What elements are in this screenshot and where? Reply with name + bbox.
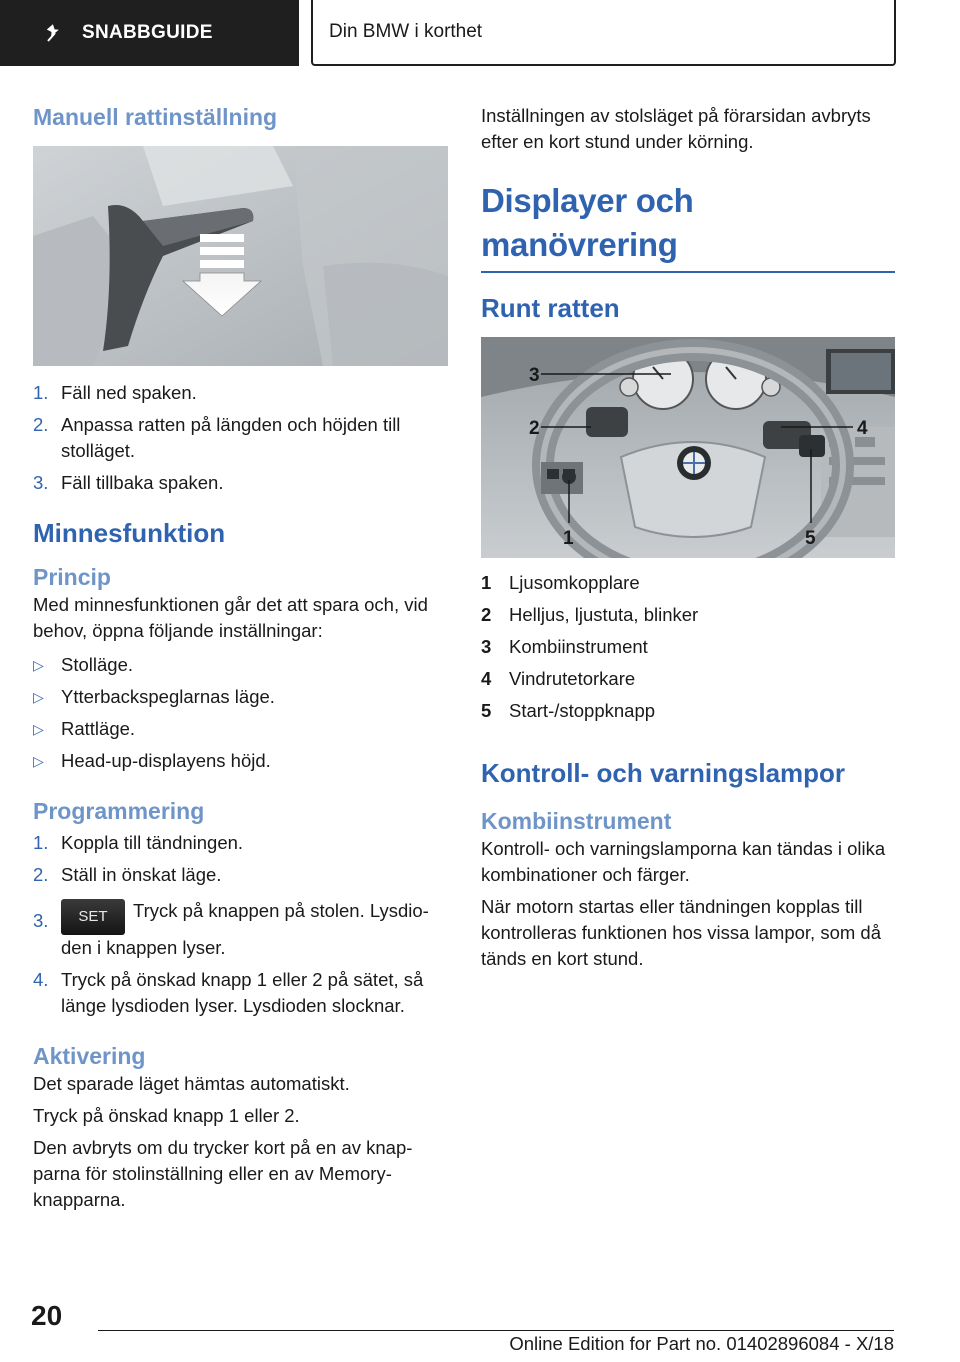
programming-step: 2. Ställ in önskat läge. [33, 864, 222, 885]
manual-step: 2. Anpassa ratten på längden och höjden till stolläget. [33, 414, 401, 461]
set-button-icon: SET [61, 899, 125, 935]
manual-adjust-heading: Manuell rattinställning [33, 104, 278, 130]
right-column [481, 96, 895, 972]
section-tab-label: SNABBGUIDE [82, 22, 213, 43]
display-heading: Displayer och manövrering [481, 179, 895, 273]
programming-step: 1. Koppla till tändningen. [33, 832, 244, 853]
chapter-title-box [311, 0, 896, 66]
principle-heading: Princip [33, 564, 111, 590]
legend-item: 2 Helljus, ljustuta, blinker [481, 604, 699, 625]
programming-step: 4. Tryck på önskad knapp 1 eller 2 på sätet, så länge lysdioden lyser. Lysdioden slocknar. [33, 969, 424, 1016]
steering-lever-illustration [33, 146, 448, 366]
chapter-title: Din BMW i korthet [329, 21, 483, 42]
principle-text: Med minnesfunktionen går det att spara och, vid behov, öppna följande inställningar: [33, 594, 428, 641]
legend-item: 4 Vindrutetorkare [481, 668, 636, 689]
steering-wheel-illustration [481, 337, 895, 558]
principle-bullet: ▷ Rattläge. [33, 718, 136, 739]
intro-text: Inställningen av stolsläget på förarsidan avbryts efter en kort stund under körning. [481, 105, 871, 152]
callout-3: 3 [529, 365, 540, 386]
activation-heading: Aktivering [33, 1043, 146, 1069]
instrument-paragraph: När motorn startas eller tändningen kopplas till kontrolleras funktionen hos vissa lampor, som då tänds en kort stund. [481, 896, 882, 969]
callout-5: 5 [805, 528, 816, 549]
callout-2: 2 [529, 418, 540, 439]
warning-lamps-heading: Kontroll- och varningslampor [481, 758, 846, 788]
manual-step: 1. Fäll ned spaken. [33, 382, 197, 403]
programming-heading: Programmering [33, 798, 205, 824]
legend-item: 3 Kombiinstrument [481, 636, 648, 657]
callout-4: 4 [857, 418, 868, 439]
legend-item: 5 Start-/stoppknapp [481, 700, 656, 721]
pin-icon [44, 22, 66, 44]
left-column [33, 96, 448, 1213]
memory-heading: Minnesfunktion [33, 518, 226, 548]
edition-footer: Online Edition for Part no. 01402896084 - X/18 [509, 1333, 894, 1354]
footer-rule [98, 1330, 894, 1331]
principle-bullet: ▷ Stolläge. [33, 654, 133, 675]
callout-1: 1 [563, 528, 574, 549]
activation-paragraph: Tryck på önskad knapp 1 eller 2. [33, 1105, 300, 1126]
principle-bullet: ▷ Head-up-displayens höjd. [33, 750, 271, 771]
activation-paragraph: Den avbryts om du trycker kort på en av knap-parna för stolinställning eller en av Memory-knapparna. [33, 1137, 413, 1210]
principle-bullet: ▷ Ytterbackspeglarnas läge. [33, 686, 275, 707]
instrument-paragraph: Kontroll- och varningslamporna kan tändas i olika kombinationer och färger. [481, 838, 886, 885]
activation-paragraph: Det sparade läget hämtas automatiskt. [33, 1073, 350, 1094]
programming-step: 3. SET Tryck på knappen på stolen. Lysdio-den i knappen lyser. [33, 900, 429, 958]
page-number: 20 [31, 1300, 63, 1331]
instrument-heading: Kombiinstrument [481, 808, 672, 834]
around-wheel-heading: Runt ratten [481, 293, 620, 323]
manual-step: 3. Fäll tillbaka spaken. [33, 472, 224, 493]
legend-item: 1 Ljusomkopplare [481, 572, 640, 593]
section-tab[interactable] [0, 0, 299, 66]
